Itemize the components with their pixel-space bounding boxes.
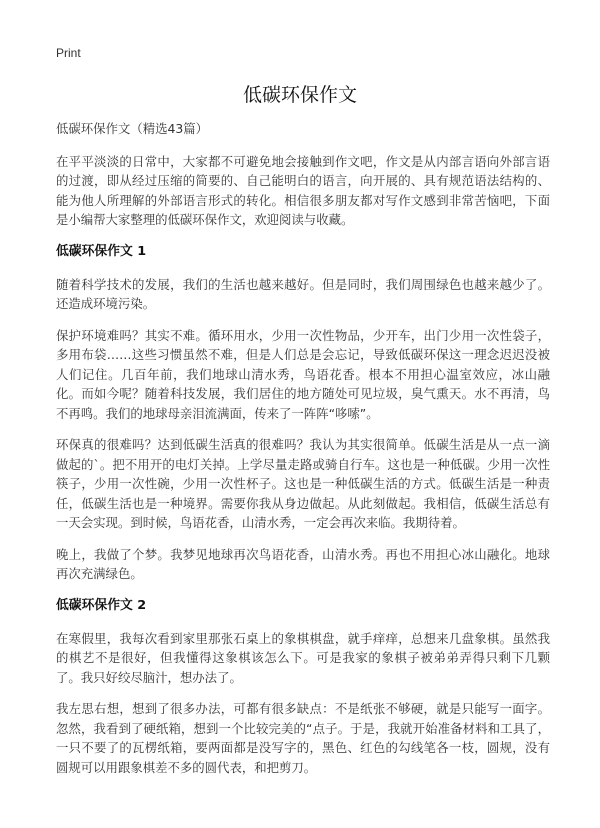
document-subtitle: 低碳环保作文（精选43篇） — [56, 121, 209, 136]
intro-paragraph: 在平平淡淡的日常中，大家都不可避免地会接触到作文吧，作文是从内部言语向外部言语的过渡，即从经过压缩的简要的、自己能明白的语言，向开展的、具有规范语法结构的、能为他人所理解的外部语言形式的转化。相信很多朋友都对写作文感到非常苦恼吧，下面是小编帮大家整理的低碳环保作文，欢迎阅读与收藏。 — [56, 153, 550, 227]
print-link[interactable]: Print — [56, 46, 81, 60]
section-heading-1: 低碳环保作文 1 — [56, 243, 147, 259]
section-1-paragraph: 环保真的很难吗？达到低碳生活真的很难吗？我认为其实很简单。低碳生活是从一点一滴做起的`。把不用开的电灯关掉。上学尽量走路或骑自行车。这也是一种低碳。少用一次性筷子，少用一次性碗，少用一次性杯子。这也是一种低碳生活的方式。低碳生活是一种责任，低碳生活也是一种境界。需要你我从身边做起。从此刻做起。我相信，低碳生活总有一天会实现。到时候，鸟语花香，山清水秀，一定会再次来临。我期待着。 — [56, 437, 550, 530]
section-2-paragraph: 我左思右想，想到了很多办法，可都有很多缺点：不是纸张不够硬，就是只能写一面字。忽然，我看到了硬纸箱，想到一个比较完美的“点子。于是，我就开始准备材料和工具了，一只不要了的瓦楞纸箱，要两面都是没写字的，黑色、红色的勾线笔各一枝，圆规，没有圆规可以用跟象棋差不多的圆代表，和把剪刀。 — [56, 701, 550, 775]
section-1-paragraph: 保护环境难吗？其实不难。循环用水，少用一次性物品，少开车，出门少用一次性袋子，多用布袋……这些习惯虽然不难，但是人们总是会忘记，导致低碳环保这一理念迟迟没被人们记住。几百年前，我们地球山清水秀，鸟语花香。根本不用担心温室效应，冰山融化。而如今呢？随着科技发展，我们居住的地方随处可见垃圾，臭气熏天。水不再清，鸟不再鸣。我们的地球母亲泪流满面，传来了一阵阵“哆嗦”。 — [56, 327, 550, 421]
document-body — [56, 119, 550, 789]
section-heading-2: 低碳环保作文 2 — [56, 597, 147, 613]
section-1-paragraph: 随着科学技术的发展，我们的生活也越来越好。但是同时，我们周围绿色也越来越少了。还造成环境污染。 — [56, 276, 550, 311]
document-title: 低碳环保作文 — [242, 84, 357, 106]
section-2-paragraph: 在寒假里，我每次看到家里那张石桌上的象棋棋盘，就手痒痒，总想来几盘象棋。虽然我的棋艺不是很好，但我懂得这象棋该怎么下。可是我家的象棋子被弟弟弄得只剩下几颗了。我只好绞尽脑汁，想办法了。 — [56, 630, 550, 685]
section-1-paragraph: 晚上，我做了个梦。我梦见地球再次鸟语花香，山清水秀。再也不用担心冰山融化。地球再次充满绿色。 — [56, 546, 550, 581]
